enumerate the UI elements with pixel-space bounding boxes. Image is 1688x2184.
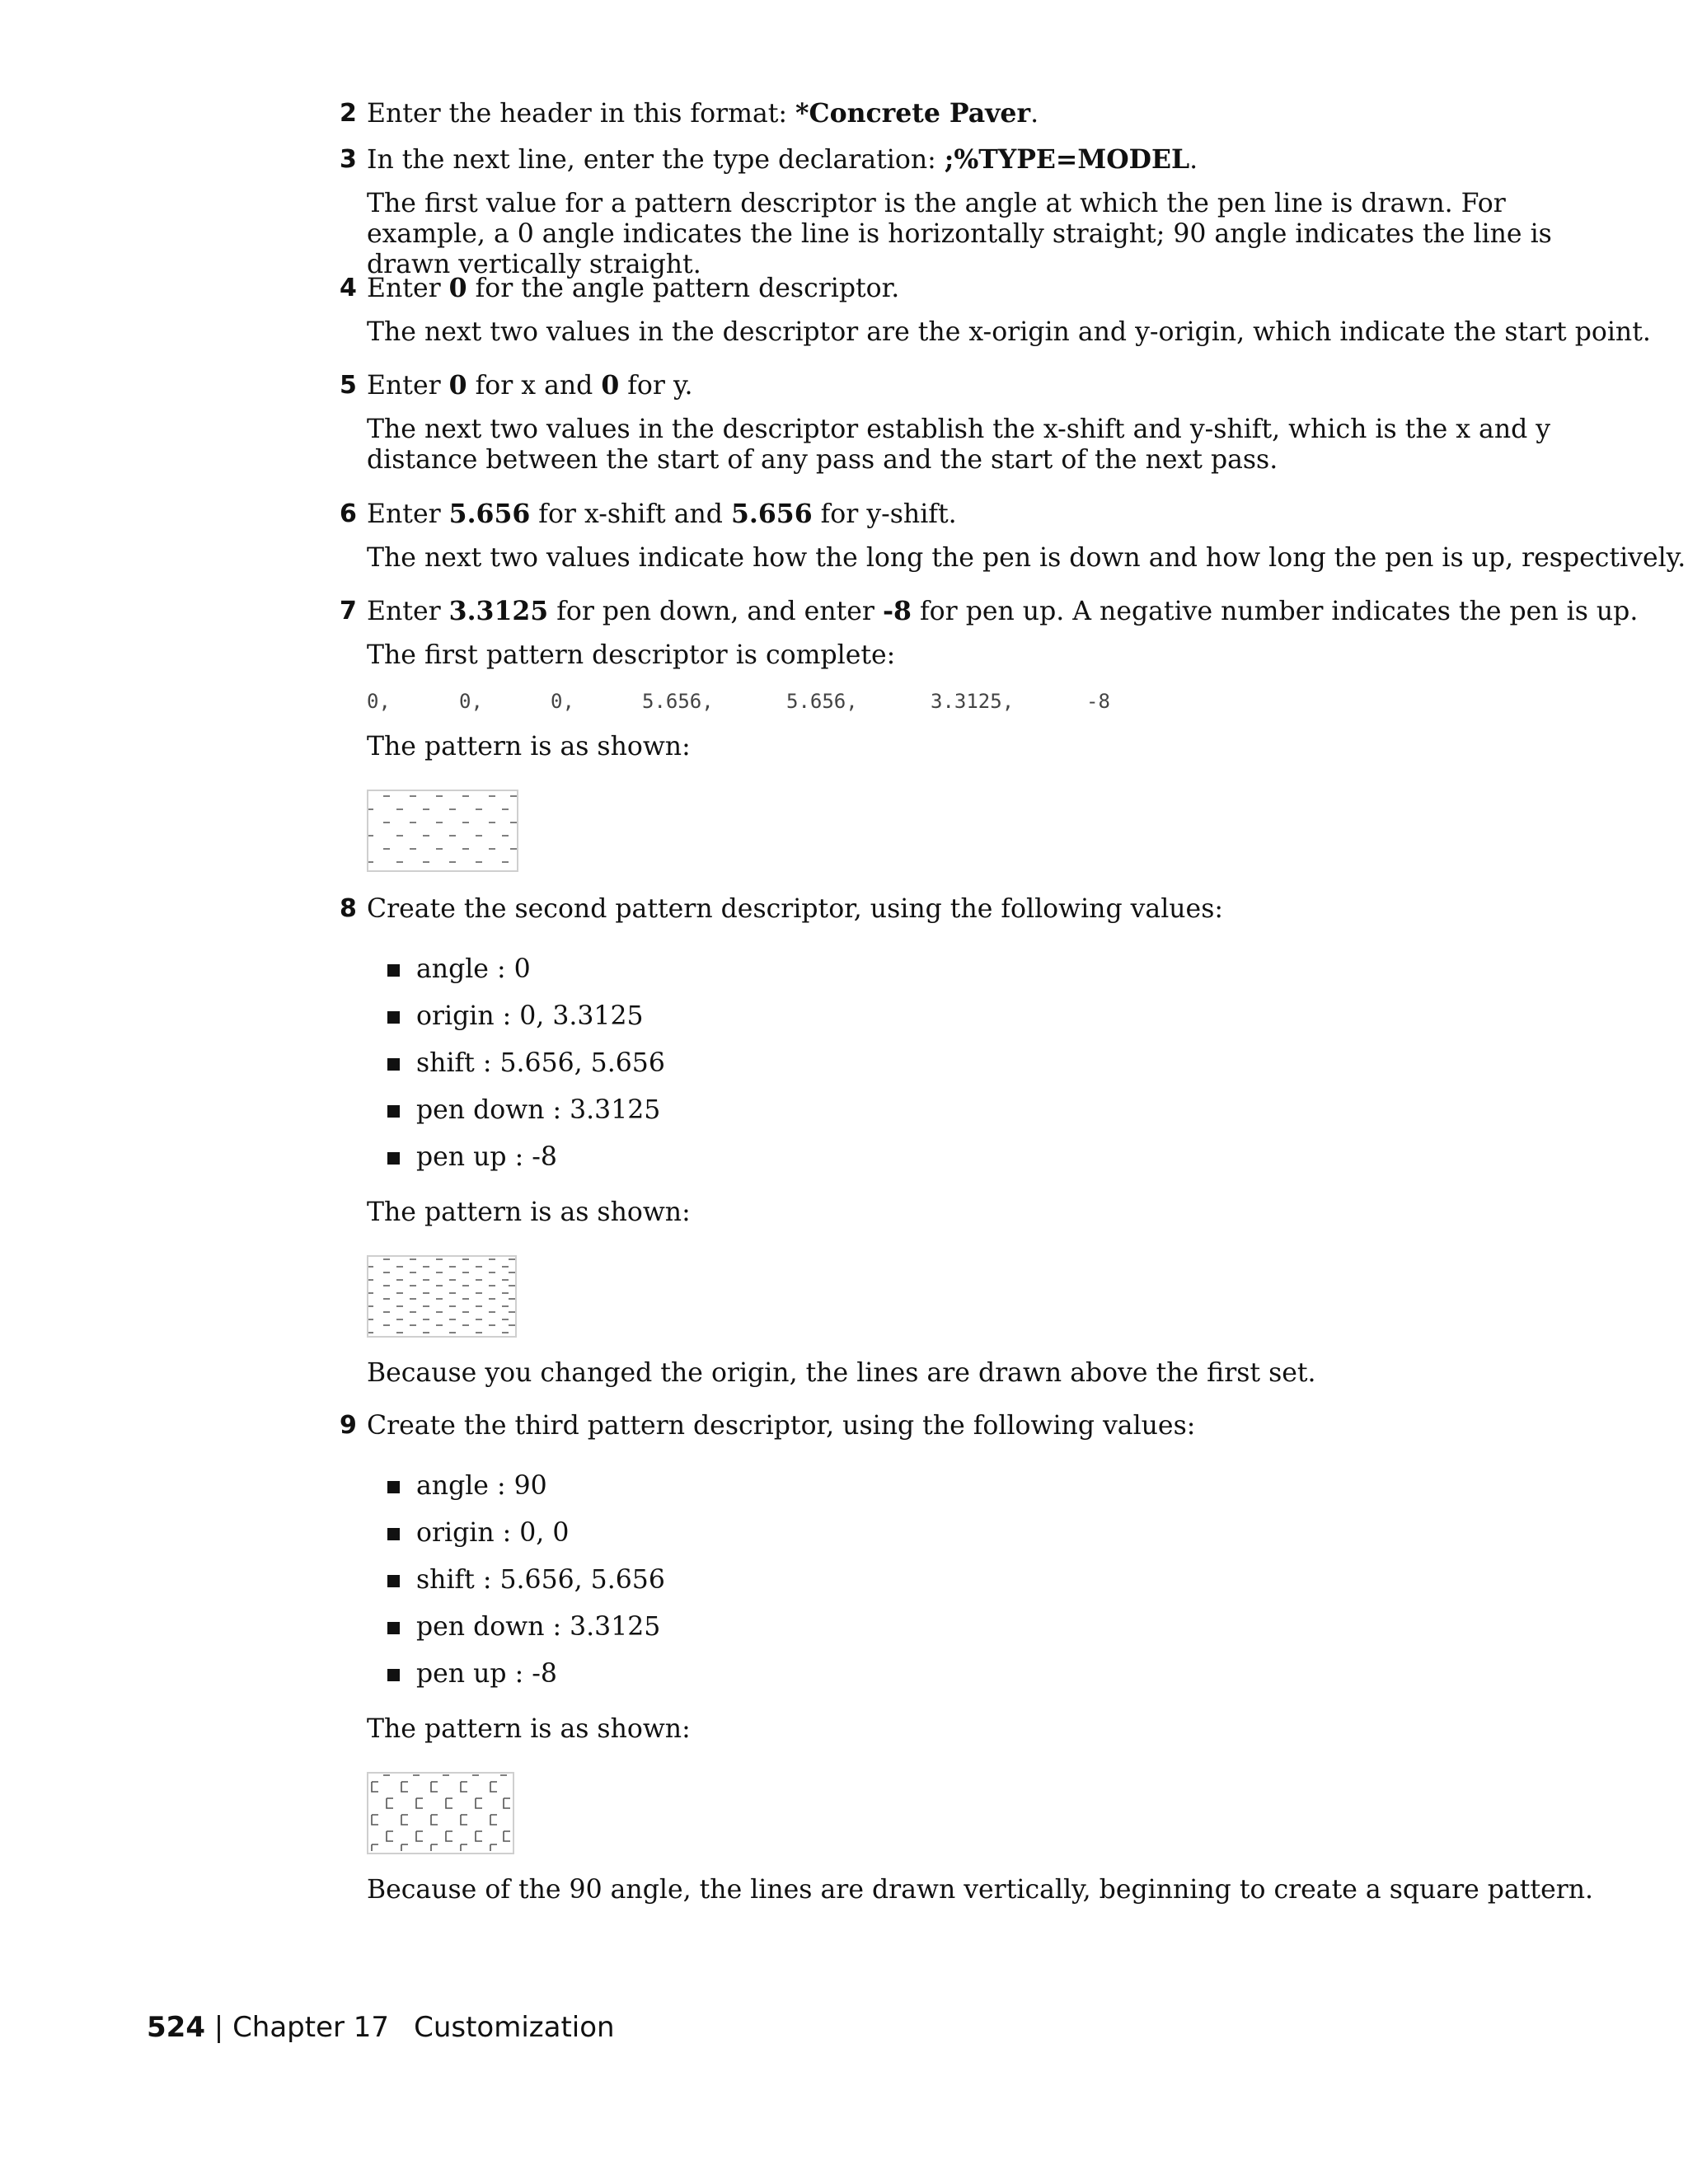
step-number: 8	[340, 894, 357, 923]
step-6-note: The next two values indicate how the long the pen is down and how long the pen is up, respectively.	[367, 543, 1686, 573]
bullet-marker	[387, 1105, 400, 1118]
pattern-2-svg	[368, 1257, 515, 1336]
list-item: origin : 0, 0	[416, 1518, 570, 1548]
step-5-text: Enter 0 for x and 0 for y.	[367, 370, 693, 401]
step-4-note: The next two values in the descriptor are the x-origin and y-origin, which indicate the start point.	[367, 317, 1651, 347]
pattern-caption: The pattern is as shown:	[367, 732, 691, 762]
page-number: 524	[147, 2011, 205, 2044]
footer-separator: |	[204, 2011, 233, 2044]
pattern-figure-1	[367, 790, 518, 872]
bullet-marker	[387, 1669, 400, 1681]
pattern-3-svg	[368, 1774, 513, 1853]
chapter-label: Chapter 17	[232, 2011, 390, 2044]
list-item: pen up : -8	[416, 1142, 557, 1172]
pattern-figure-3	[367, 1772, 514, 1854]
pattern-1-svg	[368, 791, 517, 870]
list-item: shift : 5.656, 5.656	[416, 1048, 665, 1078]
list-item: pen down : 3.3125	[416, 1612, 661, 1642]
pattern-caption: The pattern is as shown:	[367, 1197, 691, 1227]
descriptor-code: 0, 0, 0, 5.656, 5.656, 3.3125, -8	[367, 690, 1110, 713]
pattern-caption: The pattern is as shown:	[367, 1714, 691, 1744]
bullet-marker	[387, 1528, 400, 1540]
bullet-marker	[387, 1622, 400, 1634]
step-3-note: The first value for a pattern descriptor is the angle at which the pen line is drawn. For example, a 0 angle indicates the line is horizontally straight; 90 angle indicates the line is drawn vertically straight.	[367, 189, 1552, 279]
step-9-text: Create the third pattern descriptor, using the following values:	[367, 1411, 1196, 1441]
step-number: 3	[340, 145, 357, 174]
step-7-text: Enter 3.3125 for pen down, and enter -8 for pen up. A negative number indicates the pen is up.	[367, 596, 1639, 626]
pattern-explanation: Because you changed the origin, the lines are drawn above the first set.	[367, 1358, 1316, 1388]
list-item: angle : 90	[416, 1471, 547, 1501]
bullet-marker	[387, 1152, 400, 1165]
pattern-explanation: Because of the 90 angle, the lines are drawn vertically, beginning to create a square pattern.	[367, 1875, 1594, 1905]
step-number: 9	[340, 1411, 357, 1440]
list-item: pen down : 3.3125	[416, 1095, 661, 1125]
step-4-text: Enter 0 for the angle pattern descriptor.	[367, 273, 900, 303]
list-item: pen up : -8	[416, 1659, 557, 1689]
list-item: angle : 0	[416, 954, 531, 984]
bullet-marker	[387, 964, 400, 977]
step-number: 7	[340, 597, 357, 626]
bullet-marker	[387, 1011, 400, 1024]
step-5-note: The next two values in the descriptor establish the x-shift and y-shift, which is the x and y distance between the start of any pass and the start of the next pass.	[367, 415, 1551, 475]
step-number: 5	[340, 371, 357, 400]
step-2-text: Enter the header in this format: *Concrete Paver.	[367, 98, 1039, 129]
step-number: 4	[340, 274, 357, 302]
bullet-marker	[387, 1481, 400, 1493]
bullet-marker	[387, 1575, 400, 1587]
step-8-text: Create the second pattern descriptor, using the following values:	[367, 894, 1223, 924]
step-3-text: In the next line, enter the type declaration: ;%TYPE=MODEL.	[367, 144, 1198, 175]
step-6-text: Enter 5.656 for x-shift and 5.656 for y-shift.	[367, 499, 957, 529]
pattern-figure-2	[367, 1255, 517, 1338]
bullet-marker	[387, 1058, 400, 1071]
step-number: 2	[340, 99, 357, 128]
page-footer	[147, 2011, 615, 2044]
step-number: 6	[340, 499, 357, 528]
list-item: shift : 5.656, 5.656	[416, 1565, 665, 1595]
list-item: origin : 0, 3.3125	[416, 1001, 644, 1031]
chapter-title: Customization	[414, 2011, 615, 2044]
step-7-note: The first pattern descriptor is complete:	[367, 640, 896, 670]
